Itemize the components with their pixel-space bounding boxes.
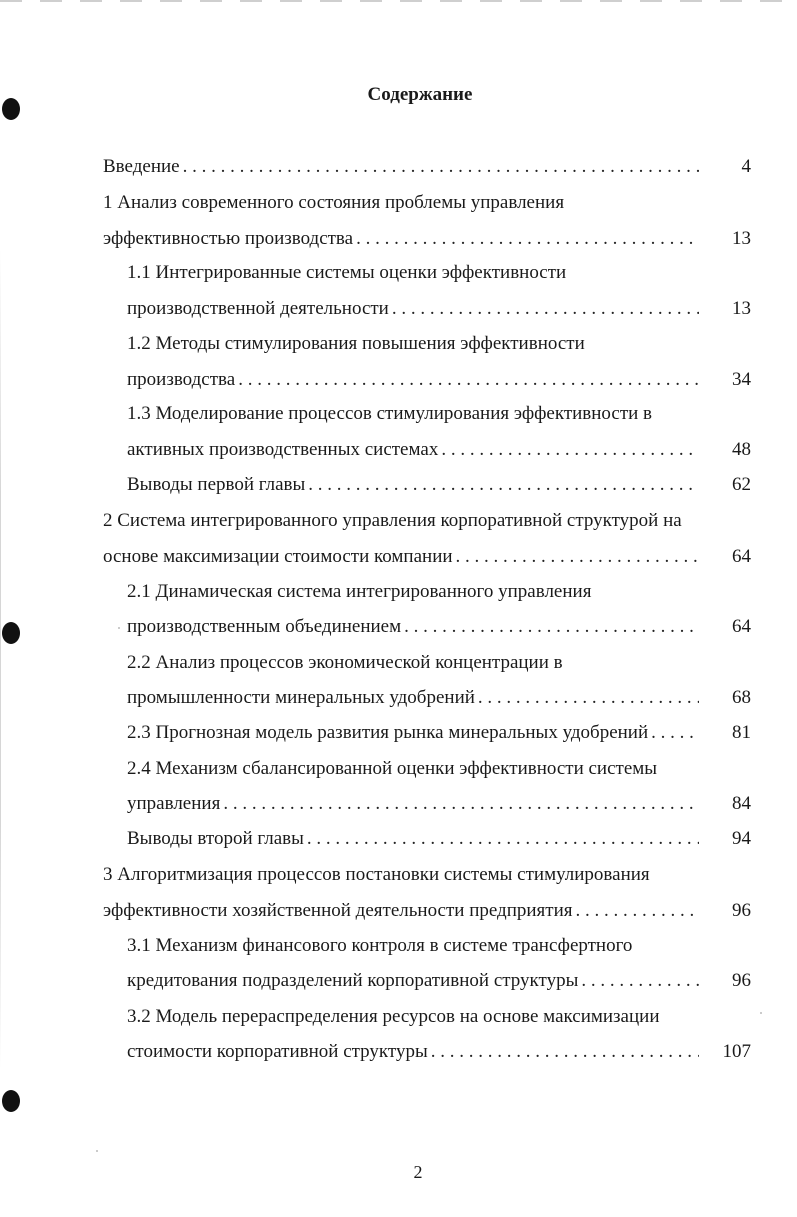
dot-leader [307,827,699,851]
toc-entry-conclusions-2 [127,827,751,851]
toc-heading-line: 3 Алгоритмизация процессов постановки системы стимулирования [103,864,650,885]
toc-entry-intro [103,155,751,179]
toc-entry-section-3-1 [127,969,751,993]
scan-edge-top [0,0,797,2]
toc-heading-line: 1.1 Интегрированные системы оценки эффективности [127,262,567,283]
toc-entry-conclusions-1 [127,473,751,497]
dot-leader [183,155,699,179]
dot-leader [223,792,699,816]
toc-heading-line: 3.1 Механизм финансового контроля в системе трансфертного [127,935,633,956]
toc-entry-text: управления [127,793,221,814]
toc-entry-text: активных производственных системах [127,439,439,460]
toc-entry-text: эффективности хозяйственной деятельности предприятия [103,900,573,921]
scan-speck [118,627,120,629]
scan-speck [96,1150,98,1152]
toc-heading-line: 1.2 Методы стимулирования повышения эффективности [127,333,585,354]
dot-leader [356,227,699,251]
page-number: 2 [413,1162,423,1182]
toc-heading-line: 2.1 Динамическая система интегрированного управления [127,581,592,602]
toc-heading-line: 1 Анализ современного состояния проблемы управления [103,192,565,213]
toc-entry-section-1-2 [127,368,751,392]
toc-entry-section-2-1 [127,615,751,639]
dot-leader [392,297,699,321]
toc-entry-chapter-1 [103,227,751,251]
dot-leader [651,721,699,745]
toc-entry-text: эффективностью производства [103,228,354,249]
dot-leader [308,473,699,497]
dot-leader [441,438,699,462]
toc-entry-chapter-3 [103,899,751,923]
toc-page-number: 96 [732,970,751,991]
toc-page-number: 107 [722,1041,751,1062]
toc-entry-section-3-2 [127,1040,751,1064]
toc-page-number: 62 [732,474,751,495]
page-title: Содержание [367,84,473,105]
toc-page-number: 34 [732,369,751,390]
toc-heading-line: 1.3 Моделирование процессов стимулирования эффективности в [127,403,653,424]
toc-entry-chapter-2 [103,545,751,569]
toc-entry-text: производственной деятельности [127,298,389,319]
toc-entry-text: кредитования подразделений корпоративной структуры [127,970,579,991]
toc-page-number: 13 [732,298,751,319]
toc-entry-text: 2.3 Прогнозная модель развития рынка минеральных удобрений [127,722,649,743]
toc-entry-text: Введение [103,156,180,177]
dot-leader [478,686,699,710]
dot-leader [238,368,699,392]
dot-leader [404,615,699,639]
toc-page-number: 64 [732,616,751,637]
toc-entry-text: Выводы первой главы [127,474,306,495]
toc-entry-text: Выводы второй главы [127,828,304,849]
toc-entry-section-1-3 [127,438,751,462]
toc-heading-line: 2.4 Механизм сбалансированной оценки эффективности системы [127,758,658,779]
toc-page-number: 48 [732,439,751,460]
toc-entry-section-2-2 [127,686,751,710]
toc-entry-section-2-4 [127,792,751,816]
toc-entry-text: основе максимизации стоимости компании [103,546,453,567]
toc-entry-text: промышленности минеральных удобрений [127,687,475,708]
toc-page-number: 84 [732,793,751,814]
toc-page-number: 4 [741,156,751,177]
toc-page-number: 94 [732,828,751,849]
dot-leader [581,969,699,993]
dot-leader [576,899,700,923]
toc-page-number: 68 [732,687,751,708]
toc-entry-text: стоимости корпоративной структуры [127,1041,428,1062]
toc-heading-line: 2.2 Анализ процессов экономической концентрации в [127,652,563,673]
toc-page-number: 13 [732,228,751,249]
punch-hole-middle [2,622,20,644]
punch-hole-bottom [2,1090,20,1112]
toc-page-number: 81 [732,722,751,743]
toc-page-number: 96 [732,900,751,921]
toc-entry-text: производственным объединением [127,616,402,637]
dot-leader [456,545,699,569]
scan-speck [760,1012,762,1014]
toc-heading-line: 2 Система интегрированного управления корпоративной структурой на [103,510,682,531]
toc-entry-section-1-1 [127,297,751,321]
toc-entry-text: производства [127,369,236,390]
toc-heading-line: 3.2 Модель перераспределения ресурсов на основе максимизации [127,1006,660,1027]
dot-leader [431,1040,699,1064]
scan-edge-left [0,250,1,1070]
toc-entry-section-2-3 [127,721,751,745]
toc-page-number: 64 [732,546,751,567]
